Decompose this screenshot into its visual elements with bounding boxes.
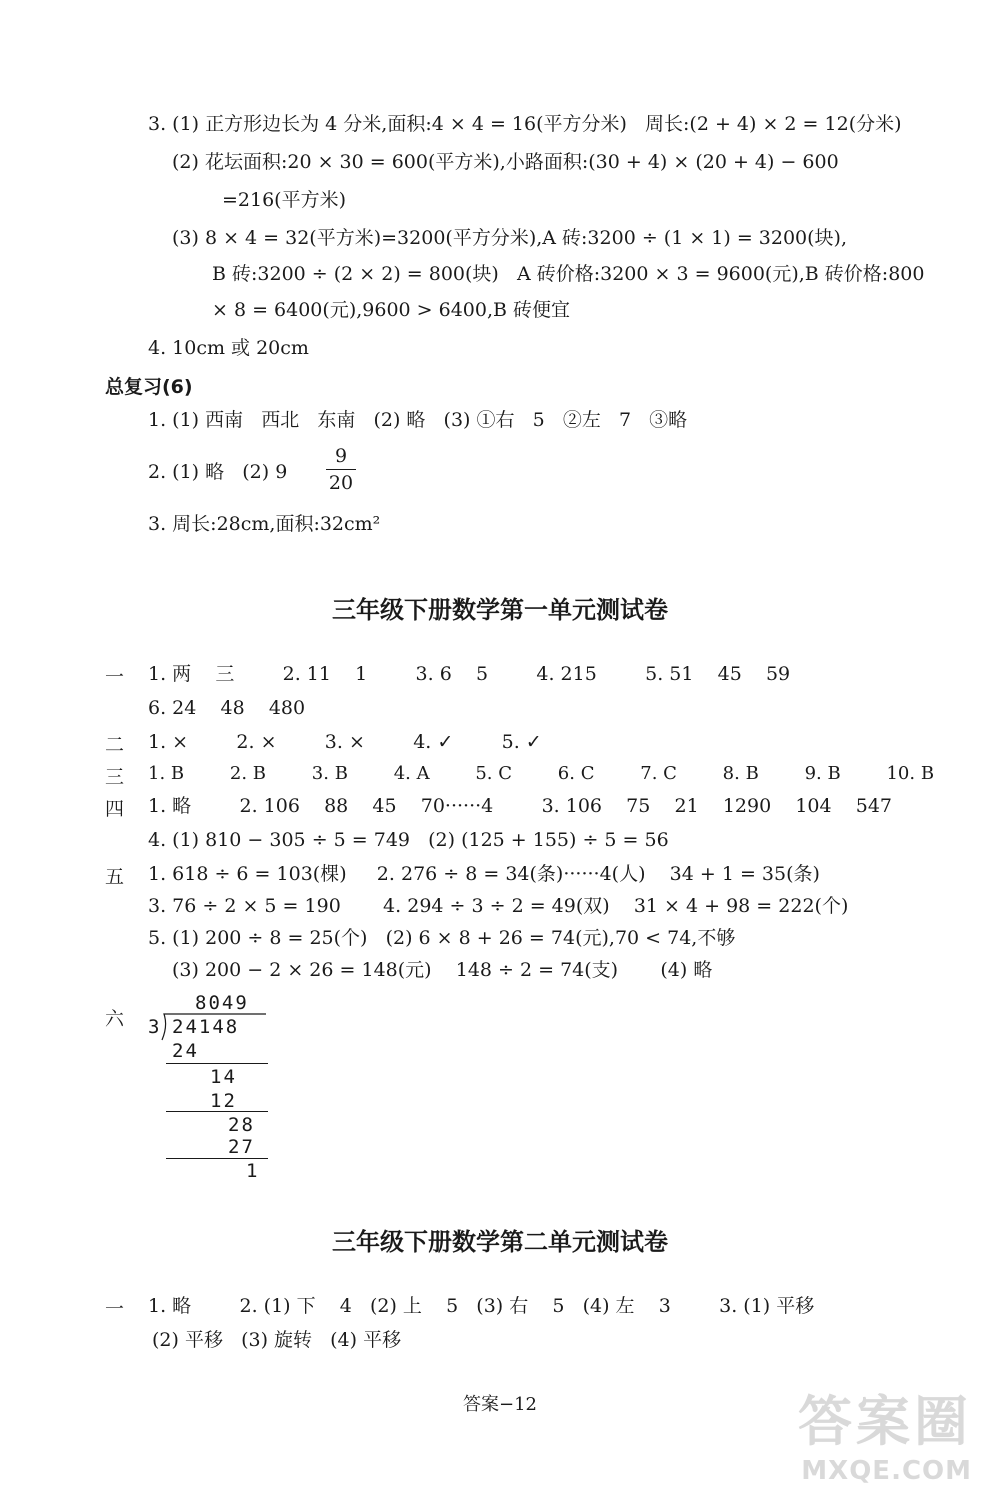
answer-line: 1. B 2. B 3. B 4. A 5. C 6. C 7. C 8. B 9. B 10. B — [148, 763, 935, 784]
answer-line: (2) 花坛面积:20 × 30 = 600(平方米),小路面积:(30 + 4) × (20 + 4) − 600 — [172, 151, 839, 173]
division-step: 24 — [172, 1040, 199, 1062]
remainder: 1 — [246, 1160, 260, 1182]
answer-line: 3. (1) 正方形边长为 4 分米,面积:4 × 4 = 16(平方分米) 周长:(2 + 4) × 2 = 12(分米) — [148, 113, 902, 135]
division-rule — [166, 1063, 268, 1064]
answer-line: (2) 平移 (3) 旋转 (4) 平移 — [152, 1329, 402, 1351]
answer-line: 1. 两 三 2. 11 1 3. 6 5 4. 215 5. 51 45 59 — [148, 663, 791, 685]
fraction — [326, 445, 356, 494]
answer-line: 2. (1) 略 (2) 9 — [148, 461, 288, 483]
section-label: 二 — [105, 734, 125, 756]
section-heading: 总复习(6) — [105, 376, 193, 398]
divisor: 3 — [148, 1016, 162, 1038]
section-label: 一 — [105, 1298, 125, 1320]
watermark-text: 答案圈 — [798, 1390, 972, 1453]
answer-line: (3) 8 × 4 = 32(平方米)=3200(平方分米),A 砖:3200 ÷ (1 × 1) = 3200(块), — [172, 227, 848, 249]
page-title: 三年级下册数学第一单元测试卷 — [332, 596, 668, 624]
division-rule — [166, 1158, 268, 1159]
watermark-logo — [798, 1379, 972, 1486]
fraction-numerator: 9 — [334, 445, 348, 467]
answer-line: 1. (1) 西南 西北 东南 (2) 略 (3) ①右 5 ②左 7 ③略 — [148, 409, 688, 431]
answer-line: B 砖:3200 ÷ (2 × 2) = 800(块) A 砖价格:3200 × 3 = 9600(元),B 砖价格:800 — [212, 263, 925, 285]
section-label: 四 — [105, 798, 125, 820]
section-label: 一 — [105, 666, 125, 688]
answer-line: 3. 76 ÷ 2 × 5 = 190 4. 294 ÷ 3 ÷ 2 = 49(双) 31 × 4 + 98 = 222(个) — [148, 895, 849, 917]
answer-line: =216(平方米) — [222, 189, 347, 211]
answer-line: 1. 618 ÷ 6 = 103(棵) 2. 276 ÷ 8 = 34(条)······4(人) 34 + 1 = 35(条) — [148, 863, 820, 885]
quotient: 8049 — [195, 992, 249, 1014]
answer-line: × 8 = 6400(元),9600 > 6400,B 砖便宜 — [212, 299, 571, 321]
division-step: 14 — [210, 1066, 237, 1088]
answer-line: 3. 周长:28cm,面积:32cm² — [148, 513, 381, 535]
section-label: 六 — [105, 1008, 125, 1030]
division-step: 27 — [228, 1136, 255, 1158]
answer-line: 4. (1) 810 − 305 ÷ 5 = 749 (2) (125 + 155) ÷ 5 = 56 — [148, 829, 669, 851]
answer-line: 1. 略 2. (1) 下 4 (2) 上 5 (3) 右 5 (4) 左 3 3. (1) 平移 — [148, 1295, 815, 1317]
fraction-denominator: 20 — [328, 472, 354, 494]
fraction-bar — [326, 469, 356, 470]
answer-line: (3) 200 − 2 × 26 = 148(元) 148 ÷ 2 = 74(支) (4) 略 — [172, 959, 713, 981]
answer-line: 5. (1) 200 ÷ 8 = 25(个) (2) 6 × 8 + 26 = 74(元),70 < 74,不够 — [148, 927, 736, 949]
watermark-url: MXQE.COM — [801, 1456, 972, 1486]
division-step: 12 — [210, 1090, 237, 1112]
division-rule — [166, 1111, 268, 1112]
answer-line: 1. 略 2. 106 88 45 70······4 3. 106 75 21 1290 104 547 — [148, 795, 893, 817]
division-bracket — [160, 1012, 270, 1042]
section-label: 五 — [105, 866, 125, 888]
section-label: 三 — [105, 766, 125, 788]
dividend: 24148 — [172, 1016, 240, 1038]
page-number: 答案−12 — [463, 1394, 537, 1415]
page-title: 三年级下册数学第二单元测试卷 — [332, 1228, 668, 1256]
answer-line: 1. × 2. × 3. × 4. ✓ 5. ✓ — [148, 731, 542, 753]
division-step: 28 — [228, 1114, 255, 1136]
answer-line: 6. 24 48 480 — [148, 697, 306, 719]
answer-line: 4. 10cm 或 20cm — [148, 337, 309, 359]
